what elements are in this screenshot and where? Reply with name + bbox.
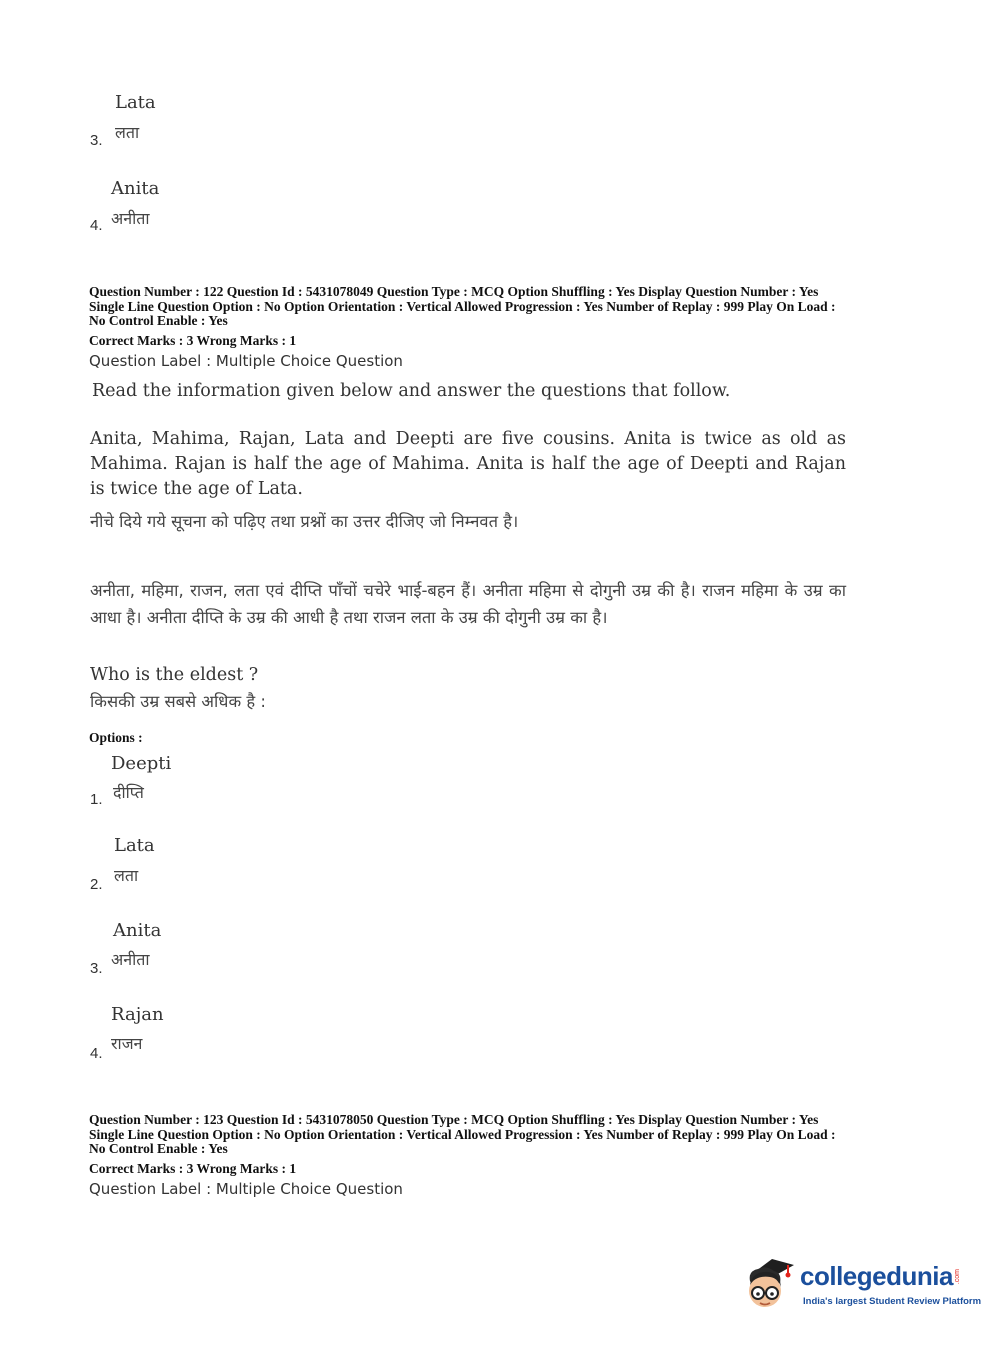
prev-option-3-en: Lata — [115, 92, 156, 113]
q122-option-2-number: 2. — [90, 876, 103, 893]
q123-meta: Question Number : 123 Question Id : 5431078050 Question Type : MCQ Option Shuffling : Yes Display Question Number : Yes Single Line Question Option : No Option Orientation : Vertical Allowed Progression : Yes Number of Replay : 999 Play On Load : No Control Enable : Yes — [89, 1112, 836, 1156]
mascot-icon — [742, 1251, 802, 1313]
collegedunia-logo[interactable] — [742, 1251, 982, 1313]
prev-option-4-hi: अनीता — [111, 209, 150, 228]
q122-option-4-hi[interactable]: राजन — [111, 1034, 143, 1053]
q123-marks: Correct Marks : 3 Wrong Marks : 1 — [89, 1161, 297, 1176]
q122-question-hi: किसकी उम्र सबसे अधिक है : — [90, 692, 266, 711]
logo-wordmark: collegedunia — [800, 1261, 953, 1291]
q122-option-3-en[interactable]: Anita — [113, 920, 162, 941]
prev-option-4-en: Anita — [111, 178, 160, 199]
prev-option-4-number: 4. — [90, 217, 103, 234]
q122-option-1-hi[interactable]: दीप्ति — [113, 783, 144, 802]
q122-option-4-number: 4. — [90, 1045, 103, 1062]
q122-label: Question Label : Multiple Choice Question — [89, 352, 403, 370]
q122-instruction-en: Read the information given below and answer the questions that follow. — [92, 381, 731, 401]
q122-option-1-en[interactable]: Deepti — [111, 753, 172, 774]
q122-option-2-hi[interactable]: लता — [114, 866, 139, 885]
q122-option-1-number: 1. — [90, 791, 103, 808]
q122-option-4-en[interactable]: Rajan — [111, 1004, 164, 1025]
q122-instruction-hi: नीचे दिये गये सूचना को पढ़िए तथा प्रश्नों का उत्तर दीजिए जो निम्नवत है। — [90, 512, 519, 531]
q123-label: Question Label : Multiple Choice Question — [89, 1180, 403, 1198]
q122-passage-hi: अनीता, महिमा, राजन, लता एवं दीप्ति पाँचों चचेरे भाई-बहन हैं। अनीता महिमा से दोगुनी उम्र की है। राजन महिमा के उम्र का आधा है। अनीता दीप्ति के उम्र की आधी है तथा राजन लता के उम्र की दोगुनी उम्र का है। — [90, 581, 846, 627]
q122-option-3-number: 3. — [90, 960, 103, 977]
logo-tagline: India's largest Student Review Platform — [803, 1296, 982, 1307]
q122-meta: Question Number : 122 Question Id : 5431078049 Question Type : MCQ Option Shuffling : Yes Display Question Number : Yes Single Line Question Option : No Option Orientation : Vertical Allowed Progression : Yes Number of Replay : 999 Play On Load : No Control Enable : Yes — [89, 284, 836, 328]
q122-marks: Correct Marks : 3 Wrong Marks : 1 — [89, 333, 297, 348]
q122-option-3-hi[interactable]: अनीता — [111, 950, 150, 969]
q122-option-2-en[interactable]: Lata — [114, 835, 155, 856]
prev-option-3-hi: लता — [115, 123, 140, 142]
q122-options-label: Options : — [89, 730, 143, 745]
prev-option-3-number: 3. — [90, 132, 103, 149]
logo-suffix: .com — [954, 1269, 961, 1285]
q122-passage-en: Anita, Mahima, Rajan, Lata and Deepti are five cousins. Anita is twice as old as Mahima. Rajan is half the age of Mahima. Anita is half the age of Deepti and Rajan is twice the age of Lata. — [90, 429, 846, 499]
q122-question-en: Who is the eldest ? — [90, 665, 259, 685]
